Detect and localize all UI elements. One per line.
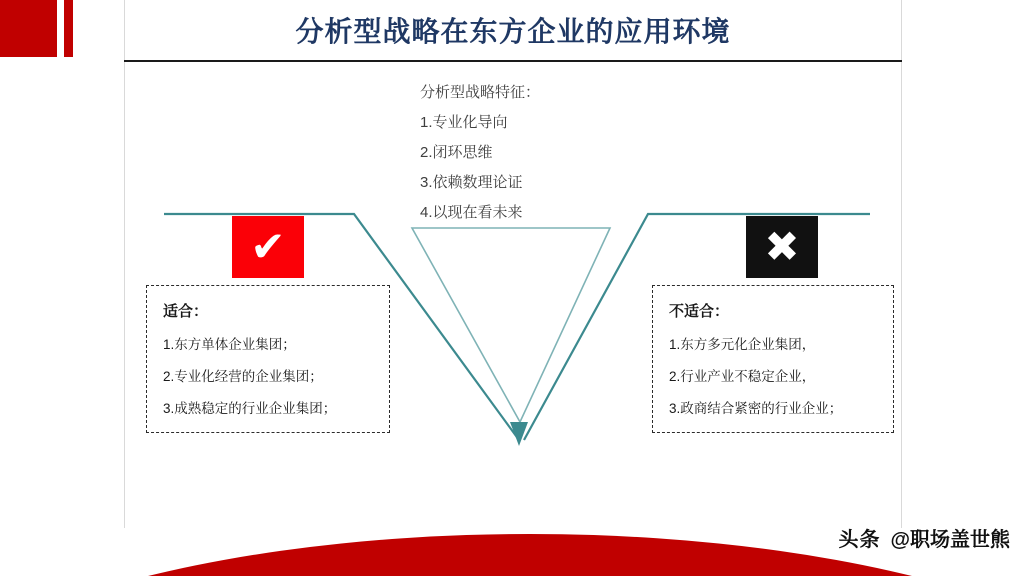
suitable-item-3: 3.成熟稳定的行业企业集团； bbox=[163, 401, 337, 416]
feature-item-4: 4.以现在看未来 bbox=[420, 204, 523, 221]
unsuitable-item-2: 2.行业产业不稳定企业， bbox=[669, 369, 816, 384]
suitable-box bbox=[146, 285, 390, 433]
feature-item-3: 3.依赖数理论证 bbox=[420, 174, 523, 191]
watermark-text: @职场盖世熊 bbox=[890, 529, 1010, 551]
watermark-logo: 头条 bbox=[838, 529, 881, 551]
suitable-item-2: 2.专业化经营的企业集团； bbox=[163, 369, 323, 384]
check-icon: ✔ bbox=[232, 216, 304, 278]
page-title-text: 分析型战略在东方企业的应用环境 bbox=[295, 16, 731, 47]
feature-item-2: 2.闭环思维 bbox=[420, 144, 493, 161]
unsuitable-item-3: 3.政商结合紧密的行业企业； bbox=[669, 401, 843, 416]
page-title bbox=[124, 0, 902, 62]
feature-heading: 分析型战略特征： bbox=[420, 84, 541, 101]
suitable-heading: 适合： bbox=[163, 303, 209, 320]
suitable-item-1: 1.东方单体企业集团； bbox=[163, 337, 296, 352]
corner-red-bar bbox=[64, 0, 73, 57]
feature-list bbox=[420, 78, 680, 228]
unsuitable-heading: 不适合： bbox=[669, 303, 730, 320]
unsuitable-item-1: 1.东方多元化企业集团， bbox=[669, 337, 816, 352]
corner-red-block bbox=[0, 0, 57, 57]
watermark bbox=[838, 523, 1010, 552]
feature-item-1: 1.专业化导向 bbox=[420, 114, 508, 131]
cross-icon: ✖ bbox=[746, 216, 818, 278]
unsuitable-box bbox=[652, 285, 894, 433]
